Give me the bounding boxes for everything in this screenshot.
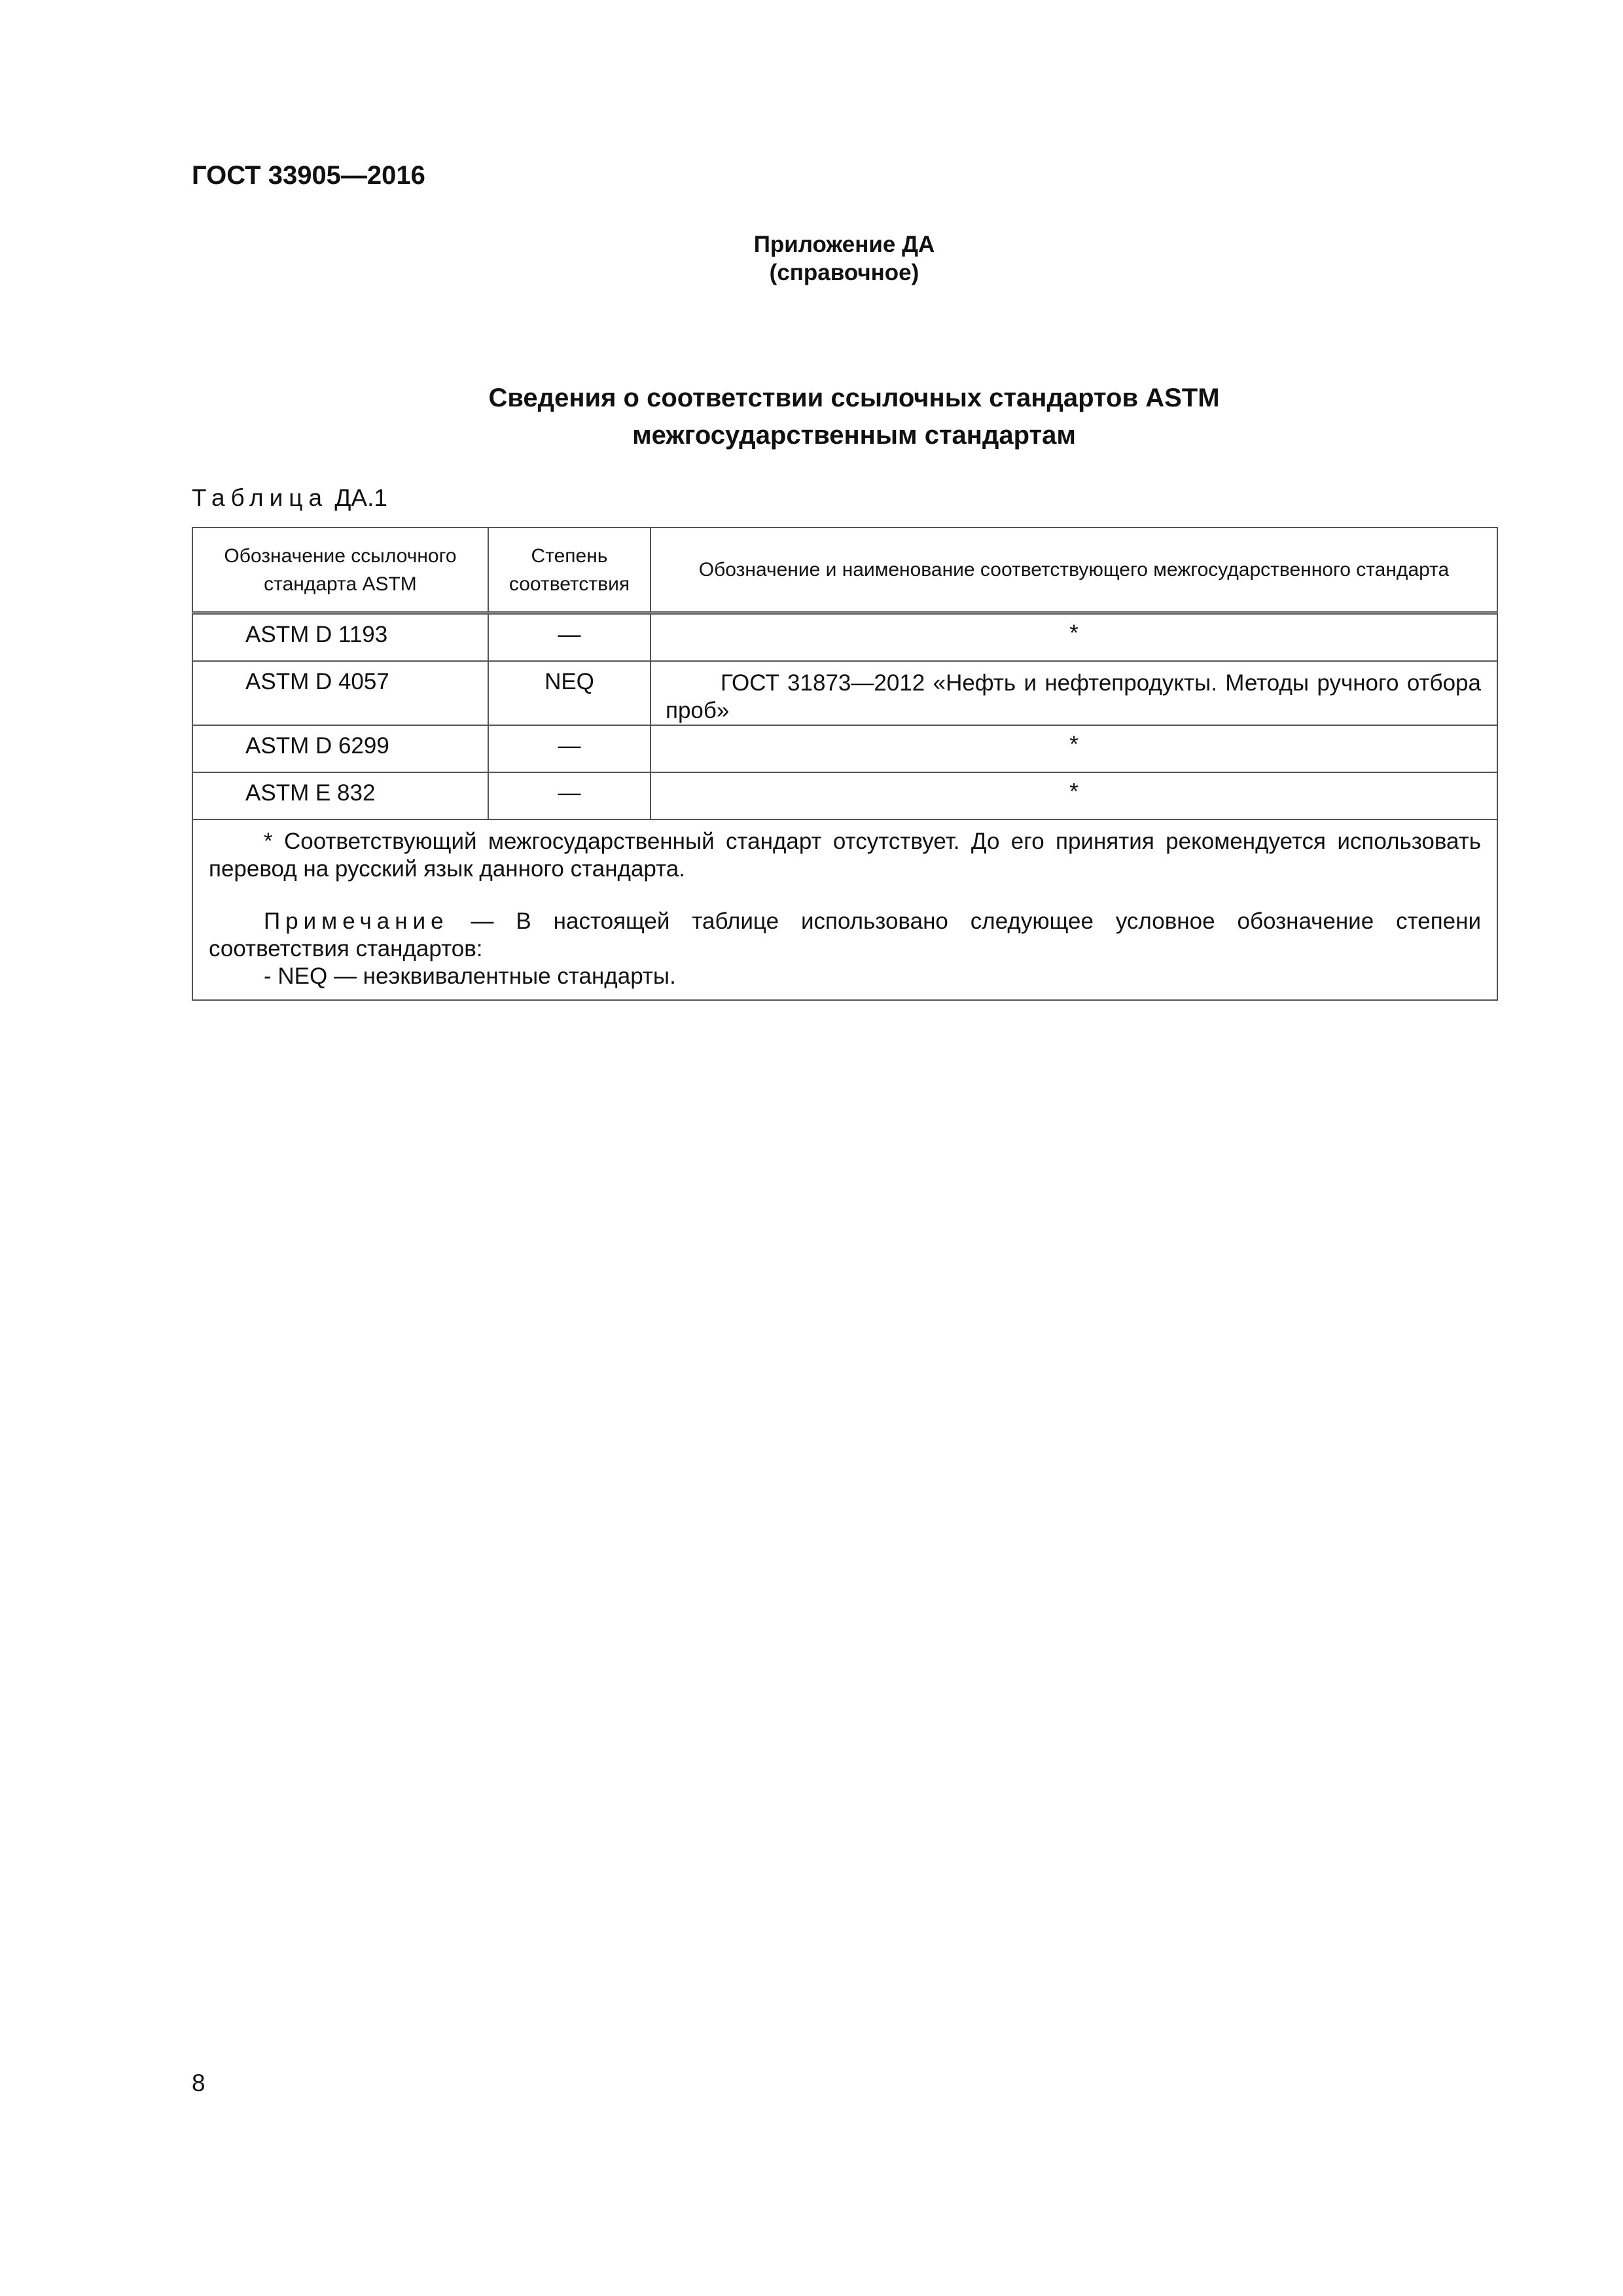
cell-degree: — (488, 613, 651, 662)
cell-name: * (651, 772, 1497, 819)
section-title (196, 380, 1512, 454)
cell-code: ASTM D 1193 (192, 613, 488, 662)
appendix-title: Приложение ДА (753, 232, 935, 257)
document-code: ГОСТ 33905—2016 (192, 161, 425, 190)
appendix-heading (654, 230, 1034, 287)
cell-code: ASTM D 4057 (192, 661, 488, 725)
column-header-name: Обозначение и наименование соответствующего межгосударственного стандарта (651, 528, 1497, 613)
table-footer (192, 819, 1497, 1000)
page-number: 8 (192, 2070, 205, 2096)
cell-degree: NEQ (488, 661, 651, 725)
note-text: — В настоящей таблице использовано следующее условное обозначение степени соответствия стандартов: (209, 908, 1481, 961)
cell-name: * (651, 613, 1497, 662)
cell-name (651, 661, 1497, 725)
cell-name: * (651, 725, 1497, 772)
note-list-item: - NEQ — неэквивалентные стандарты. (264, 963, 676, 989)
standards-table (192, 527, 1498, 1001)
table-note (209, 908, 1481, 963)
section-title-line-1: Сведения о соответствии ссылочных стандартов ASTM (488, 384, 1220, 412)
cell-degree: — (488, 725, 651, 772)
section-title-line-2: межгосударственным стандартам (632, 421, 1076, 450)
cell-degree: — (488, 772, 651, 819)
table-row (192, 725, 1497, 772)
table-footnote: * Соответствующий межгосударственный стандарт отсутствует. До его принятия рекомендуется использовать перевод на русский язык данного стандарта. (209, 829, 1481, 882)
appendix-type: (справочное) (769, 260, 919, 285)
table-header-row (192, 528, 1497, 613)
table-row (192, 661, 1497, 725)
table-caption-number: ДА.1 (334, 484, 387, 511)
table-footer-row (192, 819, 1497, 1000)
table-row (192, 772, 1497, 819)
cell-code: ASTM E 832 (192, 772, 488, 819)
column-header-code: Обозначение ссылочного стандарта ASTM (192, 528, 488, 613)
cell-code: ASTM D 6299 (192, 725, 488, 772)
column-header-degree: Степень соответствия (488, 528, 651, 613)
table-caption (192, 484, 387, 512)
cell-name-text: ГОСТ 31873—2012 «Нефть и нефтепродукты. Методы ручного отбора проб» (666, 670, 1481, 723)
table-caption-label: Таблица (192, 484, 329, 511)
table-row (192, 613, 1497, 662)
note-label: Примечание (264, 908, 449, 934)
